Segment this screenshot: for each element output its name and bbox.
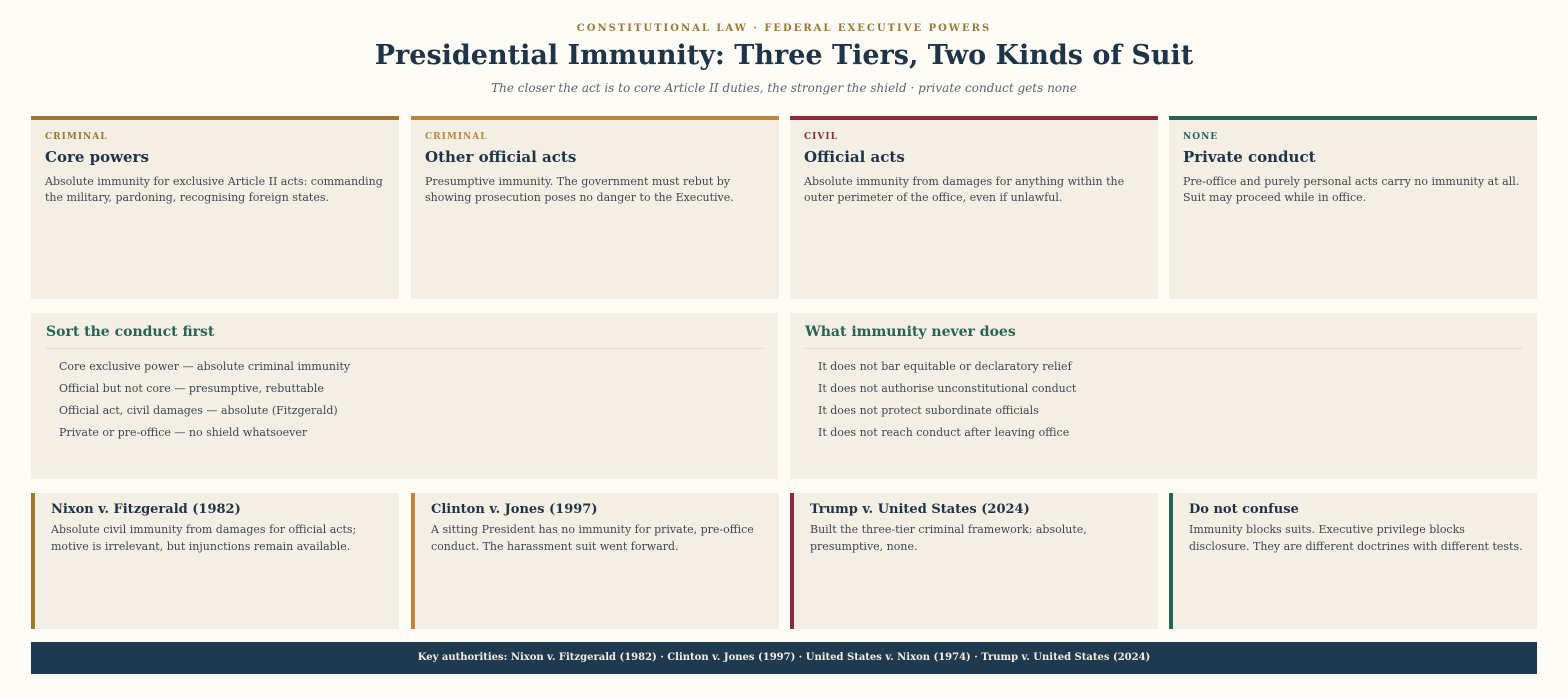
case-description: Built the three-tier criminal framework: absolute, presumptive, none. — [810, 523, 1087, 553]
divider — [805, 348, 1522, 349]
panel-title: What immunity never does — [805, 324, 1016, 340]
case-title: Clinton v. Jones (1997) — [431, 502, 598, 517]
list-item: It does not reach conduct after leaving office — [818, 426, 1070, 439]
tier-kind-label: NONE — [1183, 132, 1219, 142]
case-description: A sitting President has no immunity for private, pre-office conduct. The harassment suit went forward. — [431, 523, 754, 553]
kicker: CONSTITUTIONAL LAW · FEDERAL EXECUTIVE POWERS — [576, 23, 992, 34]
case-card-do-not-confuse — [1169, 493, 1537, 629]
tier-card-private-conduct — [1169, 116, 1537, 299]
page-title: Presidential Immunity: Three Tiers, Two Kinds of Suit — [374, 40, 1194, 71]
case-card-clinton-jones — [411, 493, 779, 629]
tier-description: Presumptive immunity. The government must rebut by showing prosecution poses no danger to the Executive. — [425, 175, 734, 204]
tier-title: Other official acts — [425, 148, 577, 166]
case-card-nixon-fitzgerald — [31, 493, 399, 629]
tier-title: Official acts — [804, 148, 905, 166]
tier-description: Absolute immunity from damages for anything within the outer perimeter of the office, even if unlawful. — [804, 175, 1125, 204]
case-title: Do not confuse — [1189, 502, 1299, 517]
footer-authorities: Key authorities: Nixon v. Fitzgerald (1982) · Clinton v. Jones (1997) · United States v. Nixon (1974) · Trump v. United States (2024) — [31, 642, 1537, 674]
panel-list — [46, 359, 763, 447]
panel-list — [805, 359, 1522, 447]
tier-card-civil-official-acts — [790, 116, 1158, 299]
divider — [46, 348, 763, 349]
page-subtitle: The closer the act is to core Article II duties, the stronger the shield · private conduct gets none — [491, 81, 1077, 95]
tier-description: Pre-office and purely personal acts carry no immunity at all. Suit may proceed while in office. — [1183, 175, 1520, 204]
tier-kind-label: CIVIL — [804, 132, 838, 142]
case-title: Nixon v. Fitzgerald (1982) — [51, 502, 241, 517]
case-description: Immunity blocks suits. Executive privilege blocks disclosure. They are different doctrines with different tests. — [1189, 523, 1523, 553]
case-card-trump-us — [790, 493, 1158, 629]
list-item: It does not authorise unconstitutional conduct — [818, 382, 1077, 395]
tier-card-other-official-acts — [411, 116, 779, 299]
tier-accent-bar — [1169, 116, 1537, 120]
panel-sort-conduct — [31, 313, 778, 479]
case-title: Trump v. United States (2024) — [810, 502, 1030, 517]
tier-accent-bar — [31, 116, 399, 120]
tier-kind-label: CRIMINAL — [425, 132, 488, 142]
tier-kind-label: CRIMINAL — [45, 132, 108, 142]
tier-accent-bar — [790, 116, 1158, 120]
list-item: It does not protect subordinate officials — [818, 404, 1039, 417]
list-item: It does not bar equitable or declaratory relief — [818, 360, 1072, 373]
tier-title: Core powers — [45, 148, 149, 166]
case-description: Absolute civil immunity from damages for official acts; motive is irrelevant, but injunctions remain available. — [51, 523, 357, 553]
tier-title: Private conduct — [1183, 148, 1316, 166]
tier-card-core-powers — [31, 116, 399, 299]
tier-description: Absolute immunity for exclusive Article II acts: commanding the military, pardoning, recognising foreign states. — [45, 175, 383, 204]
panel-immunity-never-does — [790, 313, 1537, 479]
list-item: Official act, civil damages — absolute (Fitzgerald) — [59, 404, 338, 417]
list-item: Core exclusive power — absolute criminal immunity — [59, 360, 351, 373]
panel-title: Sort the conduct first — [46, 324, 215, 340]
list-item: Private or pre-office — no shield whatsoever — [59, 426, 308, 439]
tier-accent-bar — [411, 116, 779, 120]
list-item: Official but not core — presumptive, rebuttable — [59, 382, 324, 395]
